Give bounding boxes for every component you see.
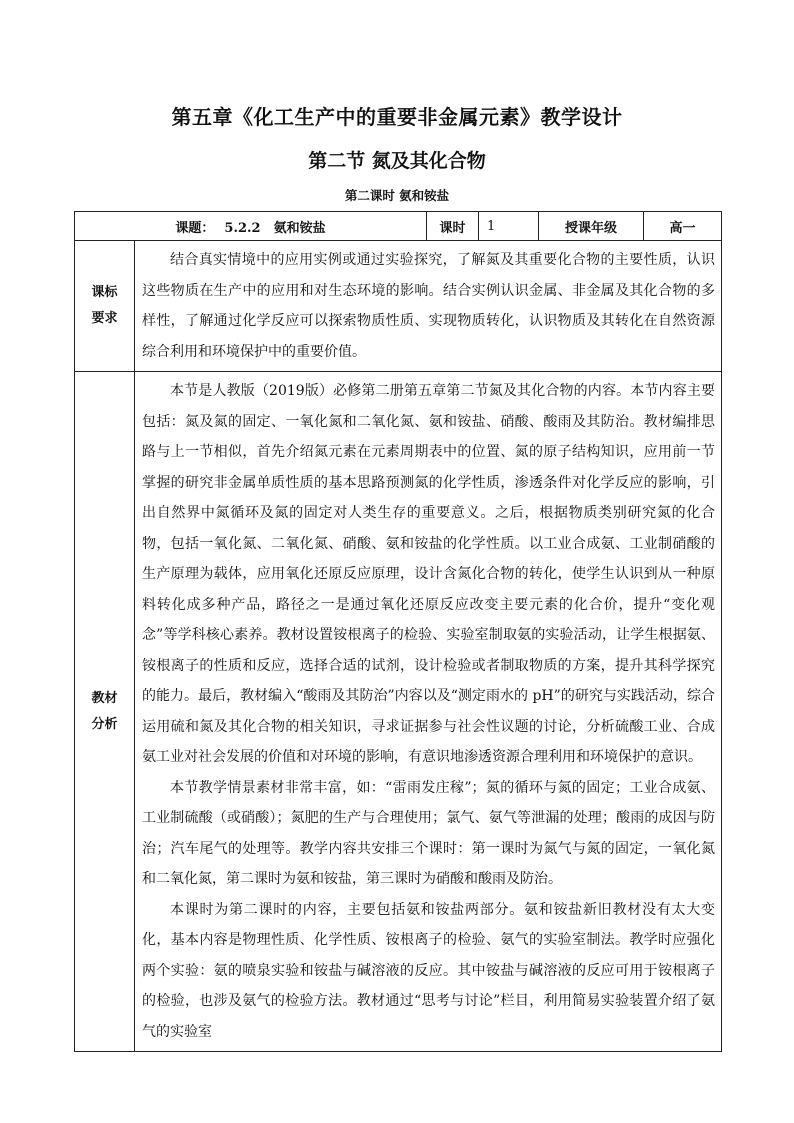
lesson-plan-table: [74, 211, 722, 1052]
period-value: 1: [479, 212, 539, 241]
topic-cell: [75, 212, 427, 241]
standards-content: [135, 241, 722, 372]
grade-label: 授课年级: [539, 212, 644, 241]
analysis-row: [75, 372, 722, 1052]
standards-label-line1: 课标: [91, 285, 118, 300]
topic-value: 5.2.2 氨和铵盐: [224, 220, 326, 236]
analysis-label-line2: 分析: [91, 716, 118, 732]
standards-row: [75, 241, 722, 372]
topic-label: 课题：: [175, 220, 215, 236]
standards-label: [75, 241, 135, 372]
header-row: [75, 212, 722, 241]
analysis-paragraph-1: 本节是人教版（2019版）必修第二册第五章第二节氮及其化合物的内容。本节内容主要包括：氮及氮的固定、一氧化氮和二氧化氮、氨和铵盐、硝酸、酸雨及其防治。教材编排思路与上一节相似，首先介绍氮元素在元素周期表中的位置、氮的原子结构知识，应用前一节掌握的研究非金属单质性质的基本思路预测氮的化学性质，渗透条件对化学反应的影响，引出自然界中氮循环及氮的固定对人类生存的重要意义。之后，根据物质类别研究氮的化合物，包括一氧化氮、二氧化氮、硝酸、氨和铵盐的化学性质。以工业合成氨、工业制硝酸的生产原理为载体，应用氧化还原反应原理，设计含氮化合物的转化，使学生认识到从一种原料转化成多种产品，路径之一是通过氧化还原反应改变主要元素的化合价，提升“变化观念”等学科核心素养。教材设置铵根离子的检验、实验室制取氨的实验活动，让学生根据氨、铵根离子的性质和反应，选择合适的试剂，设计检验或者制取物质的方案，提升其科学探究的能力。最后，教材编入“酸雨及其防治”内容以及“测定雨水的 pH”的研究与实践活动，综合运用硫和氮及其化合物的相关知识，寻求证据参与社会性议题的讨论，分析硫酸工业、合成氨工业对社会发展的价值和对环境的影响，有意识地渗透资源合理利用和环境保护的意识。: [142, 383, 715, 765]
standards-label-line2: 要求: [91, 311, 118, 326]
section-title: 第二节 氮及其化合物: [308, 150, 486, 172]
analysis-content: [135, 372, 722, 1052]
period-label: 课时: [427, 212, 479, 241]
grade-value: 高一: [644, 212, 722, 241]
analysis-label: [75, 372, 135, 1052]
analysis-label-line1: 教材: [91, 690, 118, 706]
lesson-title: 第二课时 氨和铵盐: [344, 188, 450, 203]
analysis-paragraph-3: 本课时为第二课时的内容，主要包括氨和铵盐两部分。氨和铵盐新旧教材没有太大变化，基本内容是物理性质、化学性质、铵根离子的检验、氨气的实验室制法。教学时应强化两个实验：氨的喷泉实验和铵盐与碱溶液的反应。其中铵盐与碱溶液的反应可用于铵根离子的检验，也涉及氨气的检验方法。教材通过“思考与讨论”栏目，利用简易实验装置介绍了氨气的实验室: [142, 901, 715, 1040]
document-title: 第五章《化工生产中的重要非金属元素》教学设计: [171, 105, 623, 129]
standards-text: 结合真实情境中的应用实例或通过实验探究，了解氮及其重要化合物的主要性质，认识这些物质在生产中的应用和对生态环境的影响。结合实例认识金属、非金属及其化合物的多样性，了解通过化学反应可以探索物质性质、实现物质转化，认识物质及其转化在自然资源综合利用和环境保护中的重要价值。: [142, 252, 715, 360]
analysis-paragraph-2: 本节教学情景素材非常丰富，如：“雷雨发庄稼”；氮的循环与氮的固定；工业合成氨、工业制硫酸（或硝酸）；氮肥的生产与合理使用；氯气、氨气等泄漏的处理；酸雨的成因与防治；汽车尾气的处理等。教学内容共安排三个课时：第一课时为氮气与氮的固定，一氧化氮和二氧化氮，第二课时为氨和铵盐，第三课时为硝酸和酸雨及防治。: [142, 779, 715, 887]
